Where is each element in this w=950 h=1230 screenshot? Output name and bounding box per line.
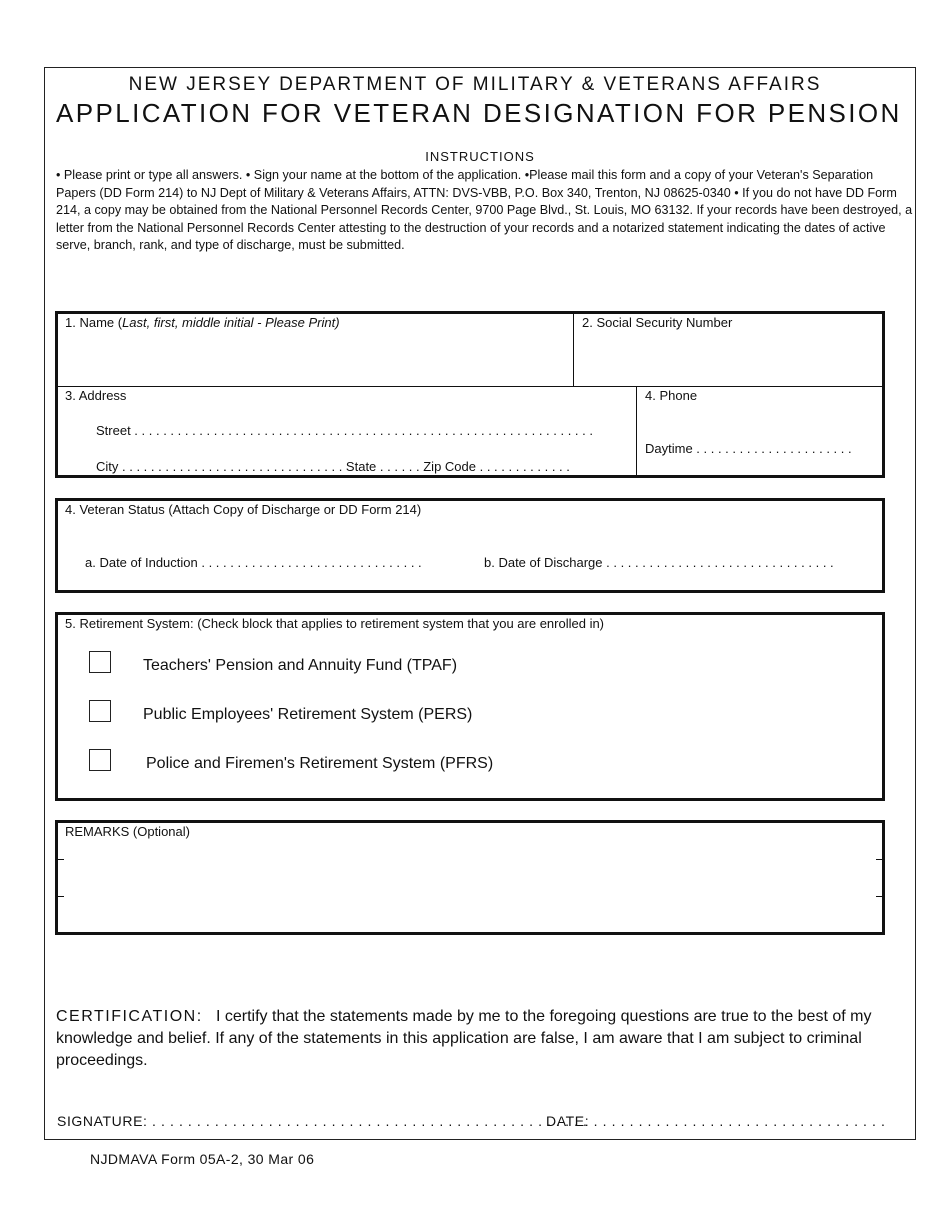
agency-name: NEW JERSEY DEPARTMENT OF MILITARY & VETERANS AFFAIRS <box>128 74 822 95</box>
street-field[interactable]: Street . . . . . . . . . . . . . . . . . . . . . . . . . . . . . . . . . . . . . . . . . . . . . . . . . . . . . . . . . . . . . . . . <box>96 423 593 438</box>
pers-checkbox[interactable] <box>89 700 111 722</box>
signature-field[interactable]: SIGNATURE: . . . . . . . . . . . . . . . . . . . . . . . . . . . . . . . . . . . . . . . . . . . . . . . . . <box>57 1113 588 1129</box>
daytime-phone-field[interactable]: Daytime . . . . . . . . . . . . . . . . . . . . . . <box>645 441 852 456</box>
induction-date-field[interactable]: a. Date of Induction . . . . . . . . . . . . . . . . . . . . . . . . . . . . . . . <box>85 555 422 570</box>
pfrs-checkbox[interactable] <box>89 749 111 771</box>
certification-statement <box>56 1006 906 1072</box>
certification-caption: CERTIFICATION: <box>56 1008 203 1025</box>
divider <box>573 314 574 386</box>
pfrs-option-label: Police and Firemen's Retirement System (PFRS) <box>146 755 494 772</box>
tpaf-option-label: Teachers' Pension and Annuity Fund (TPAF) <box>143 657 458 674</box>
discharge-date-field[interactable]: b. Date of Discharge . . . . . . . . . . . . . . . . . . . . . . . . . . . . . . . . <box>484 555 834 570</box>
instructions-text: • Please print or type all answers. • Sign your name at the bottom of the application. •Please mail this form and a copy of your Veteran's Separation Papers (DD Form 214) to NJ Dept of Military & Veterans Affairs, ATTN: DVS-VBB, P.O. Box 340, Trenton, NJ 08625-0340 • If you do not have DD Form 214, a copy may be obtained from the National Personnel Records Center, 9700 Page Blvd., St. Louis, MO 63132. If your records have been destroyed, a letter from the National Personnel Records Center attesting to the destruction of your records and a notarized statement indicating the dates of active serve, branch, rank, and type of discharge, must be submitted. <box>56 168 913 253</box>
divider <box>58 386 882 387</box>
pers-option-label: Public Employees' Retirement System (PERS) <box>143 706 473 723</box>
name-hint: Last, first, middle initial - Please Print) <box>122 315 340 330</box>
tpaf-checkbox[interactable] <box>89 651 111 673</box>
date-field[interactable]: DATE: . . . . . . . . . . . . . . . . . . . . . . . . . . . . . . . . . <box>546 1113 886 1129</box>
certification-text: I certify that the statements made by me to the foregoing questions are true to the best of my knowledge and belief. If any of the statements in this application are false, I am aware that I am subject to criminal proceedings. <box>56 1008 872 1069</box>
address-label: 3. Address <box>65 388 127 403</box>
name-field[interactable] <box>65 315 340 330</box>
remarks-line-mark <box>876 896 882 897</box>
ssn-field[interactable]: 2. Social Security Number <box>582 315 733 330</box>
remarks-line-mark <box>58 896 64 897</box>
form-title: APPLICATION FOR VETERAN DESIGNATION FOR PENSION <box>56 98 902 128</box>
city-state-zip-field[interactable]: City . . . . . . . . . . . . . . . . . . . . . . . . . . . . . . . State . . . . . . Zip Code . . . . . . . . . . . . . <box>96 459 570 474</box>
form-id: NJDMAVA Form 05A-2, 30 Mar 06 <box>90 1151 315 1167</box>
phone-label: 4. Phone <box>645 388 698 403</box>
retirement-system-label: 5. Retirement System: (Check block that applies to retirement system that you are enrolled in) <box>65 616 605 631</box>
veteran-status-label: 4. Veteran Status (Attach Copy of Discharge or DD Form 214) <box>65 502 422 517</box>
name-label: 1. Name ( <box>65 315 123 330</box>
divider <box>636 387 637 475</box>
remarks-line-mark <box>876 859 882 860</box>
remarks-label: REMARKS (Optional) <box>65 824 190 839</box>
instructions-heading: INSTRUCTIONS <box>425 149 535 164</box>
remarks-line-mark <box>58 859 64 860</box>
